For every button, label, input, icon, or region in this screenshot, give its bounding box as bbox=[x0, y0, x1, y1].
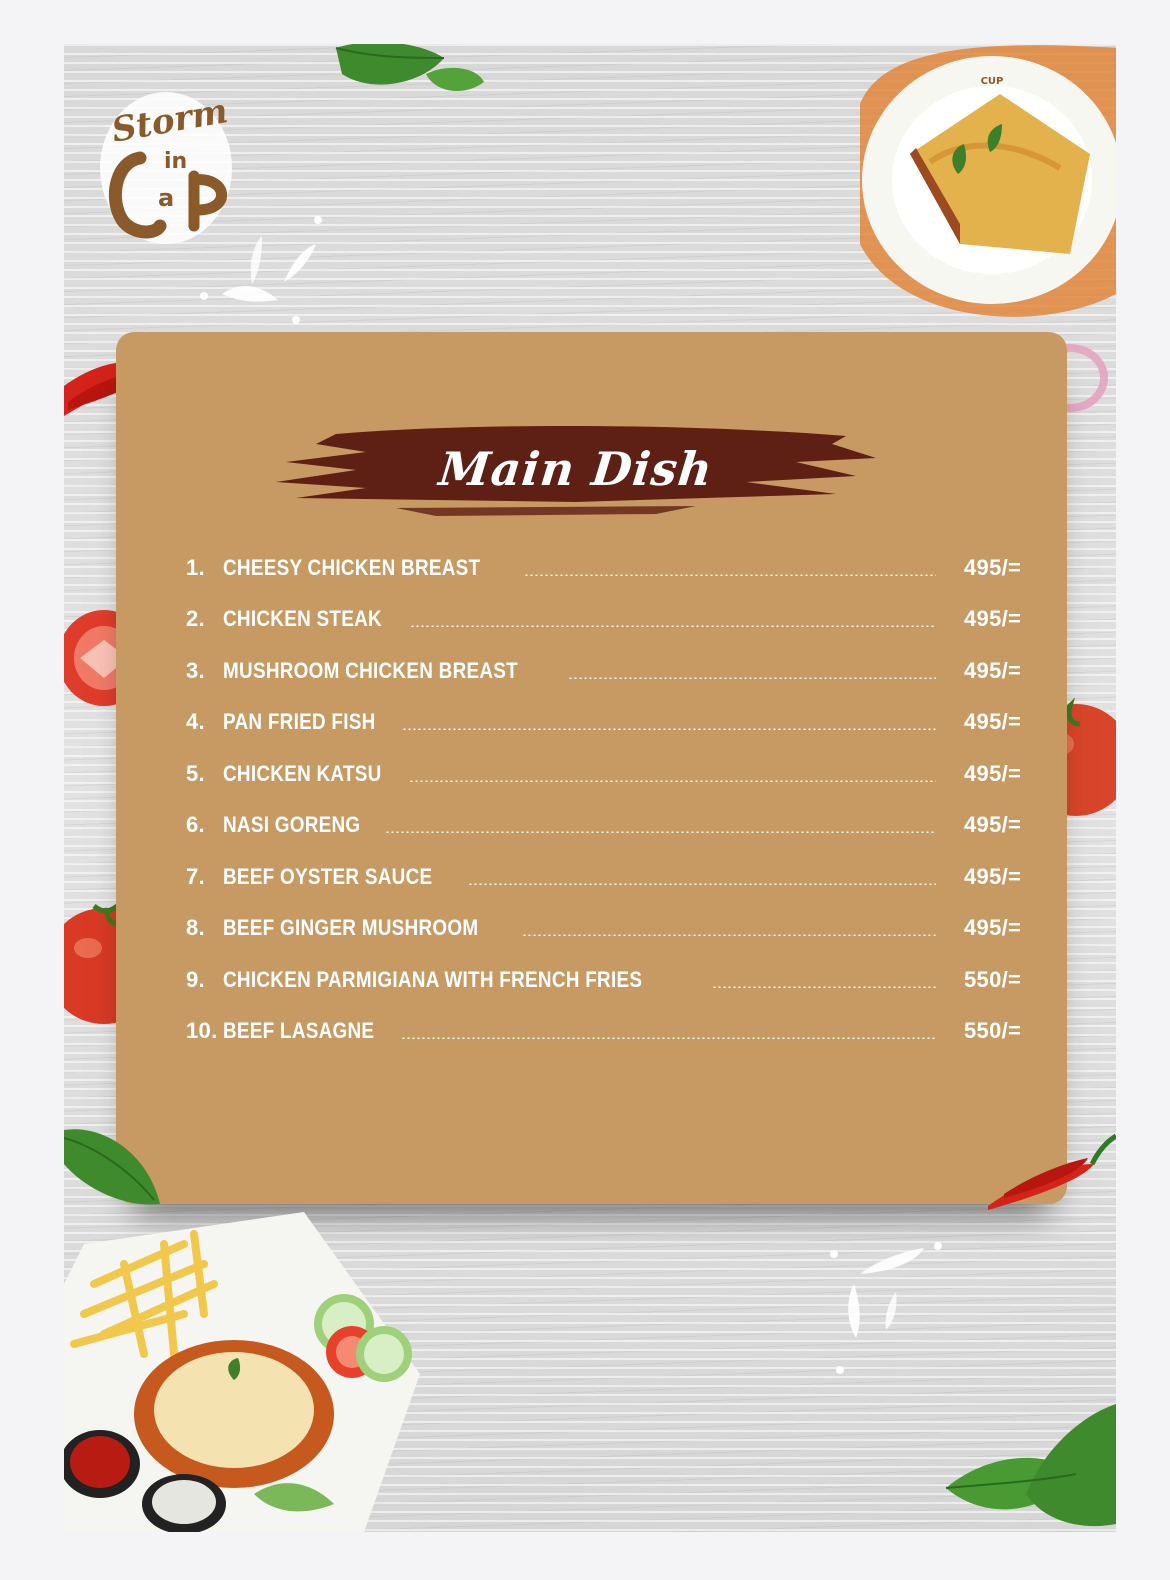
menu-item bbox=[186, 748, 1026, 800]
menu-item-number: 4. bbox=[186, 709, 205, 735]
menu-item-number: 3. bbox=[186, 657, 205, 683]
menu-item-price: 550/= bbox=[964, 1018, 1022, 1044]
menu-item-price: 495/= bbox=[964, 606, 1022, 632]
menu-item-price: 550/= bbox=[964, 966, 1022, 992]
svg-text:CUP: CUP bbox=[980, 76, 1004, 87]
menu-item bbox=[186, 954, 1026, 1006]
menu-sheet bbox=[64, 44, 1116, 1532]
dot-leader bbox=[409, 780, 936, 782]
logo-text-a: a bbox=[158, 184, 175, 212]
menu-item-name: BEEF LASAGNE bbox=[223, 1018, 375, 1044]
menu-item-price: 495/= bbox=[964, 760, 1022, 786]
menu-card bbox=[116, 332, 1067, 1204]
menu-item-number: 10. bbox=[186, 1018, 218, 1044]
menu-item-price: 495/= bbox=[964, 554, 1022, 580]
dot-leader bbox=[568, 677, 936, 679]
dot-leader bbox=[522, 934, 936, 936]
menu-item-number: 7. bbox=[186, 863, 205, 889]
menu-item-price: 495/= bbox=[964, 863, 1022, 889]
menu-item-number: 5. bbox=[186, 760, 205, 786]
menu-item-number: 8. bbox=[186, 915, 205, 941]
menu-item bbox=[186, 903, 1026, 955]
chili-pepper-icon bbox=[984, 1124, 1116, 1214]
dot-leader bbox=[402, 728, 936, 730]
milk-splash-icon bbox=[820, 1234, 950, 1384]
menu-list bbox=[186, 542, 1026, 1057]
logo-text-storm: Storm bbox=[108, 91, 231, 151]
menu-item-price: 495/= bbox=[964, 812, 1022, 838]
menu-item bbox=[186, 697, 1026, 749]
dot-leader bbox=[401, 1037, 936, 1039]
menu-item-number: 1. bbox=[186, 554, 205, 580]
milk-splash-icon bbox=[192, 214, 332, 334]
menu-item-name: MUSHROOM CHICKEN BREAST bbox=[223, 657, 518, 683]
menu-item-price: 495/= bbox=[964, 915, 1022, 941]
menu-item-name: PAN FRIED FISH bbox=[223, 709, 376, 735]
menu-item-name: NASI GORENG bbox=[223, 812, 361, 838]
dot-leader bbox=[385, 831, 936, 833]
menu-item bbox=[186, 542, 1026, 594]
menu-item-price: 495/= bbox=[964, 709, 1022, 735]
menu-item-name: BEEF GINGER MUSHROOM bbox=[223, 915, 479, 941]
menu-item-name: CHICKEN KATSU bbox=[223, 760, 382, 786]
dot-leader bbox=[712, 986, 936, 988]
section-title: Main Dish bbox=[436, 442, 716, 496]
menu-item bbox=[186, 1006, 1026, 1058]
logo-text-in: in bbox=[164, 149, 188, 174]
menu-item bbox=[186, 851, 1026, 903]
lasagne-plate-icon bbox=[840, 44, 1116, 334]
basil-leaf-icon bbox=[326, 44, 486, 104]
menu-item-number: 2. bbox=[186, 606, 205, 632]
basil-leaf-icon bbox=[936, 1404, 1116, 1532]
dot-leader bbox=[468, 883, 936, 885]
menu-item-number: 9. bbox=[186, 966, 205, 992]
menu-item bbox=[186, 800, 1026, 852]
menu-item-name: CHICKEN STEAK bbox=[223, 606, 382, 632]
dot-leader bbox=[524, 574, 936, 576]
menu-item-name: BEEF OYSTER SAUCE bbox=[223, 863, 433, 889]
menu-item-name: CHEESY CHICKEN BREAST bbox=[223, 554, 481, 580]
menu-item bbox=[186, 594, 1026, 646]
menu-item-price: 495/= bbox=[964, 657, 1022, 683]
parmigiana-plate-icon bbox=[64, 1204, 424, 1532]
menu-item-name: CHICKEN PARMIGIANA WITH FRENCH FRIES bbox=[223, 966, 643, 992]
dot-leader bbox=[410, 625, 936, 627]
menu-item-number: 6. bbox=[186, 812, 205, 838]
menu-item bbox=[186, 645, 1026, 697]
